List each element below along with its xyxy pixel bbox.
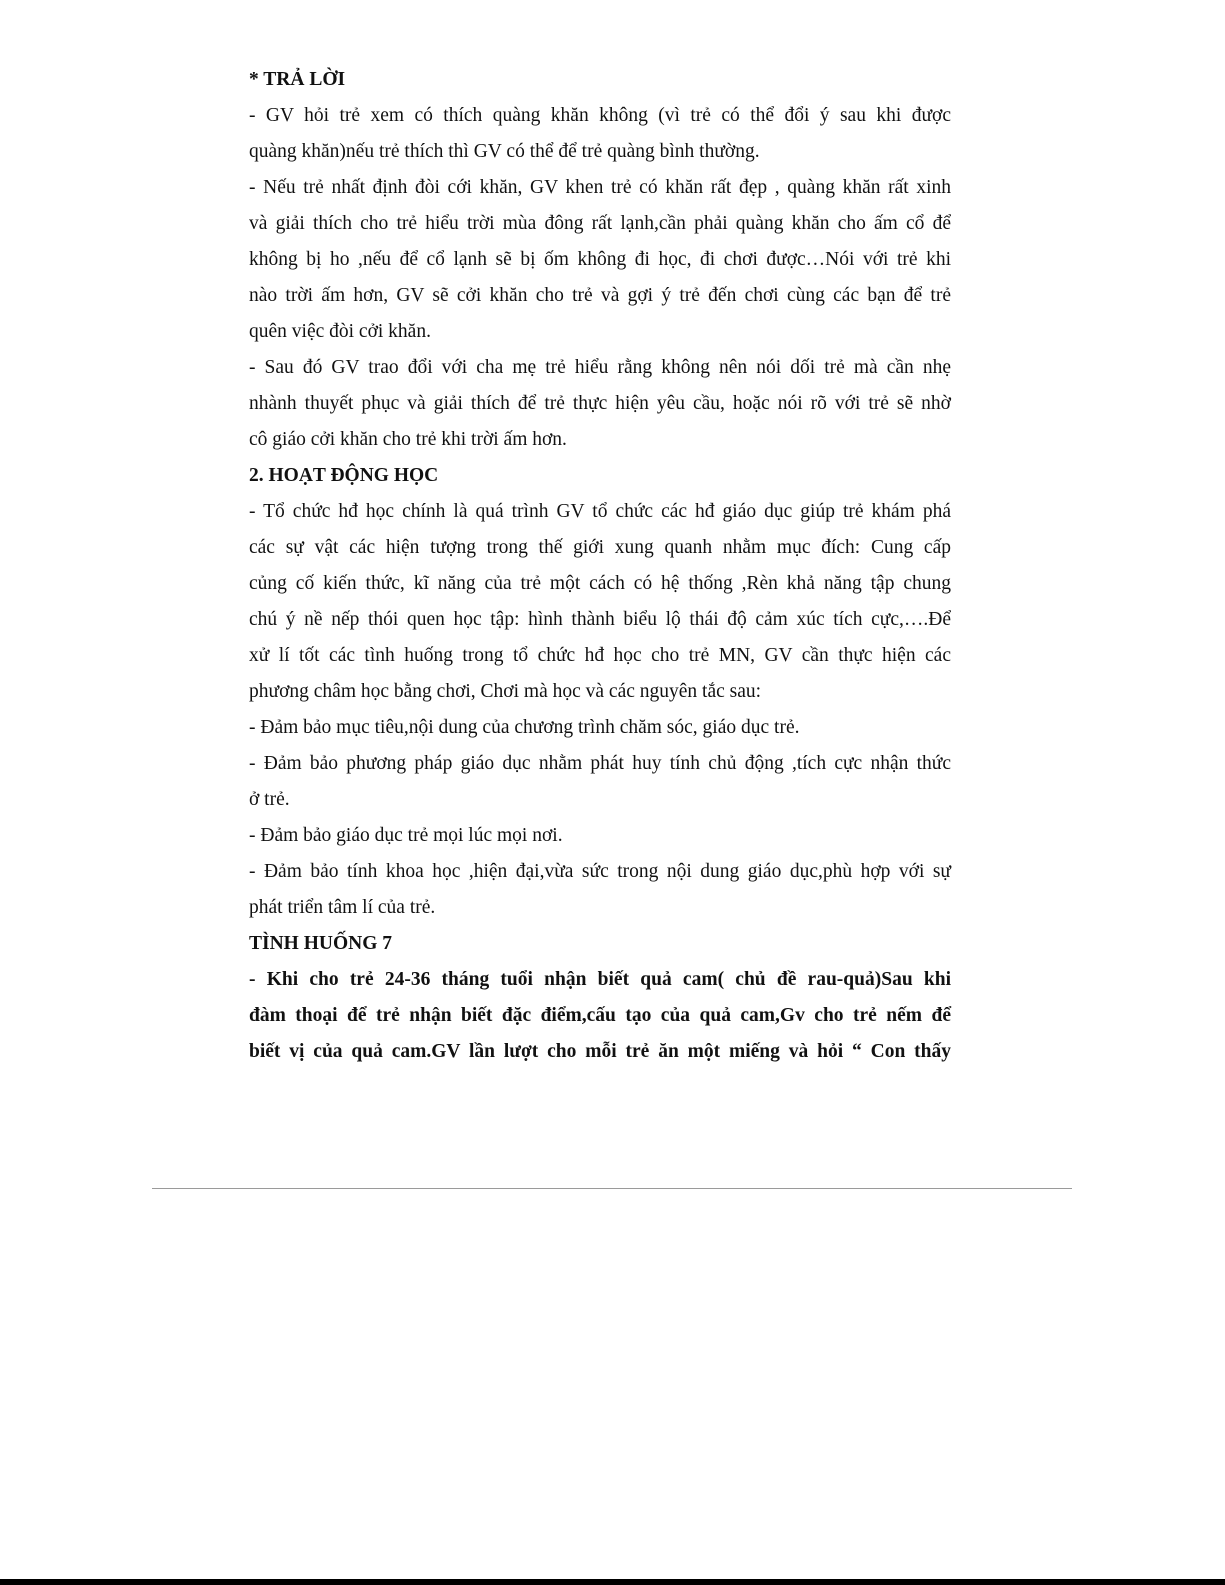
text-line: biết vị của quả cam.GV lần lượt cho mỗi trẻ ăn một miếng và hỏi “ Con thấy	[249, 1041, 951, 1062]
text-line: quên việc đòi cởi khăn.	[249, 321, 431, 342]
text-line: - Đảm bảo mục tiêu,nội dung của chương trình chăm sóc, giáo dục trẻ.	[249, 717, 800, 738]
text-line: và giải thích cho trẻ hiểu trời mùa đông rất lạnh,cần phải quàng khăn cho ấm cổ để	[249, 213, 951, 234]
text-line: * TRẢ LỜI	[249, 69, 346, 90]
text-line: cô giáo cởi khăn cho trẻ khi trời ấm hơn.	[249, 429, 567, 450]
text-line: không bị ho ,nếu để cổ lạnh sẽ bị ốm không đi học, đi chơi được…Nói với trẻ khi	[249, 249, 951, 270]
text-line: nhành thuyết phục và giải thích để trẻ thực hiện yêu cầu, hoặc nói rõ với trẻ sẽ nhờ	[249, 393, 951, 414]
text-line: - Nếu trẻ nhất định đòi cới khăn, GV khen trẻ có khăn rất đẹp , quàng khăn rất xinh	[249, 177, 951, 198]
document-page	[249, 62, 951, 1070]
text-line: chú ý nề nếp thói quen học tập: hình thành biểu lộ thái độ cảm xúc tích cực,….Để	[249, 609, 951, 630]
text-line: - Đảm bảo phương pháp giáo dục nhằm phát huy tính chủ động ,tích cực nhận thức	[249, 753, 951, 774]
page-divider	[152, 1188, 1072, 1189]
text-line: củng cố kiến thức, kĩ năng của trẻ một cách có hệ thống ,Rèn khả năng tập chung	[249, 573, 951, 594]
text-line: phương châm học bằng chơi, Chơi mà học và các nguyên tắc sau:	[249, 681, 762, 702]
text-line: - Đảm bảo tính khoa học ,hiện đại,vừa sức trong nội dung giáo dục,phù hợp với sự	[249, 861, 951, 882]
bottom-edge-bar	[0, 1579, 1225, 1585]
text-line: - Khi cho trẻ 24-36 tháng tuổi nhận biết quả cam( chủ đề rau-quả)Sau khi	[249, 969, 951, 990]
text-line: TÌNH HUỐNG 7	[249, 933, 393, 954]
text-line: - Sau đó GV trao đổi với cha mẹ trẻ hiểu rằng không nên nói dối trẻ mà cần nhẹ	[249, 357, 951, 378]
text-line: phát triển tâm lí của trẻ.	[249, 897, 436, 918]
text-line: các sự vật các hiện tượng trong thế giới xung quanh nhằm mục đích: Cung cấp	[249, 537, 951, 558]
text-line: nào trời ấm hơn, GV sẽ cởi khăn cho trẻ và gợi ý trẻ đến chơi cùng các bạn để trẻ	[249, 285, 951, 306]
text-line: ở trẻ.	[249, 789, 290, 810]
text-line: - GV hỏi trẻ xem có thích quàng khăn không (vì trẻ có thể đổi ý sau khi được	[249, 105, 951, 126]
text-line: - Đảm bảo giáo dục trẻ mọi lúc mọi nơi.	[249, 825, 563, 846]
text-line: quàng khăn)nếu trẻ thích thì GV có thể để trẻ quàng bình thường.	[249, 141, 760, 162]
text-line: 2. HOẠT ĐỘNG HỌC	[249, 465, 439, 486]
text-line: xử lí tốt các tình huống trong tổ chức hđ học cho trẻ MN, GV cần thực hiện các	[249, 645, 951, 666]
text-line: - Tổ chức hđ học chính là quá trình GV tổ chức các hđ giáo dục giúp trẻ khám phá	[249, 501, 951, 522]
text-line: đàm thoại để trẻ nhận biết đặc điểm,cấu tạo của quả cam,Gv cho trẻ nếm để	[249, 1005, 951, 1026]
